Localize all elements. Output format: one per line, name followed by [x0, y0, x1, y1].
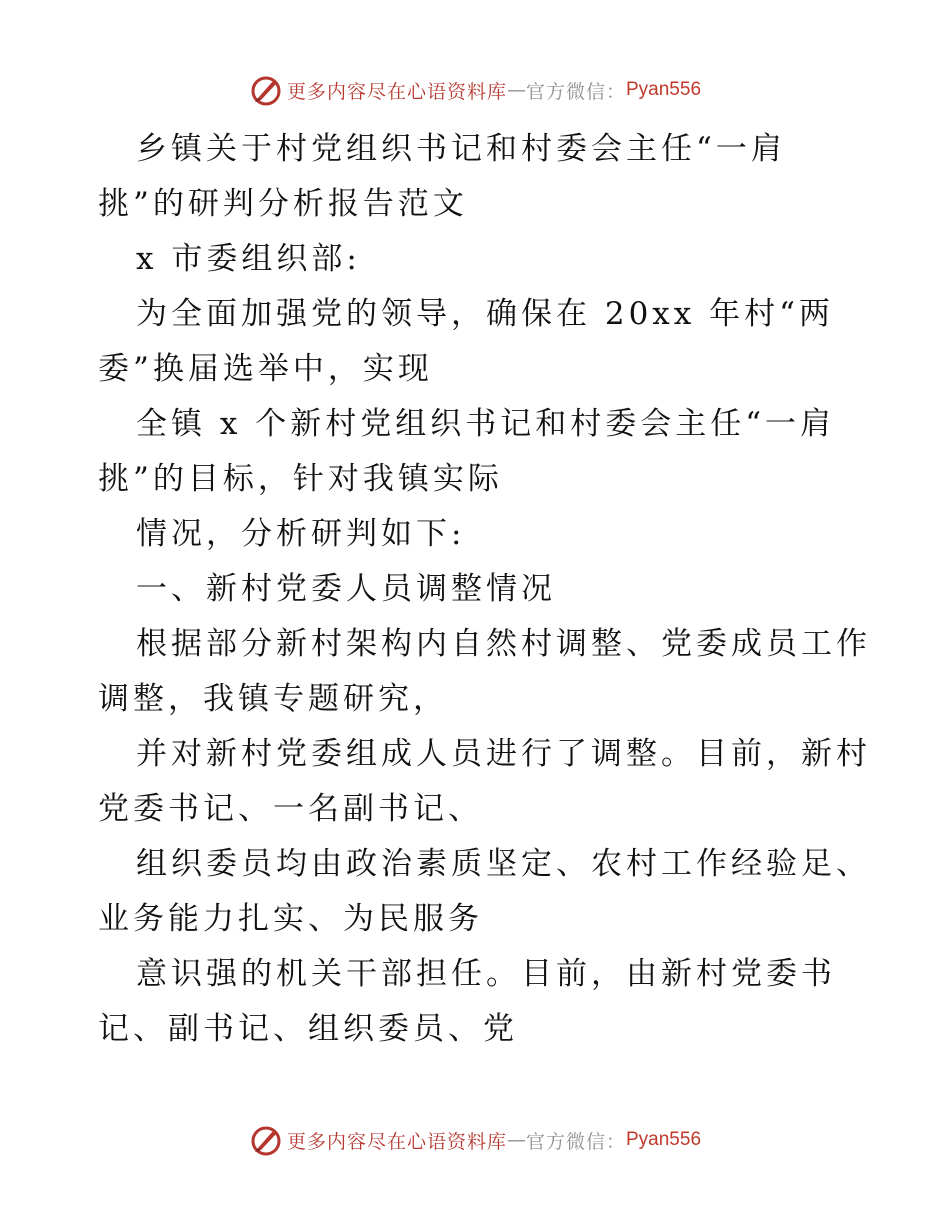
watermark-official-label: 官方微信：	[525, 1130, 626, 1153]
document-body	[98, 122, 871, 1057]
text-line: x 市委组织部:	[136, 241, 361, 277]
text-line: 一、新村党委人员调整情况	[136, 571, 556, 607]
text-line: 并对新村党委组成人员进行了调整。目前，新村	[136, 736, 871, 772]
text-line: 根据部分新村架构内自然村调整、党委成员工作	[136, 626, 871, 662]
text-line: 组织委员均由政治素质坚定、农村工作经验足、	[136, 846, 871, 882]
text-line: 业务能力扎实、为民服务	[98, 901, 483, 937]
text-line: 情况，分析研判如下:	[136, 516, 466, 552]
text-line: 调整，我镇专题研究，	[98, 681, 448, 717]
footer-watermark	[0, 1120, 950, 1160]
watermark-tagline: 更多内容尽在心语资料库	[286, 80, 507, 103]
text-line: 挑”的研判分析报告范文	[98, 186, 468, 222]
text-line: 意识强的机关干部担任。目前，由新村党委书	[136, 956, 836, 992]
text-line: 党委书记、一名副书记、	[98, 791, 483, 827]
text-line: 为全面加强党的领导，确保在 20xx 年村“两	[136, 296, 834, 332]
text-line: 全镇 x 个新村党组织书记和村委会主任“一肩	[136, 406, 836, 442]
watermark-official-label: 官方微信：	[525, 80, 626, 103]
watermark-dash: —	[506, 1129, 526, 1151]
watermark-dash: —	[506, 79, 526, 101]
text-line: 委”换届选举中，实现	[98, 351, 433, 387]
pen-circle-logo-icon	[249, 1123, 283, 1157]
header-watermark	[0, 70, 950, 110]
text-line: 挑”的目标，针对我镇实际	[98, 461, 503, 497]
pen-circle-logo-icon	[249, 73, 283, 107]
text-line: 乡镇关于村党组织书记和村委会主任“一肩	[136, 131, 786, 167]
watermark-wechat-id: Pyan556	[626, 1129, 702, 1150]
watermark-wechat-id: Pyan556	[626, 79, 702, 100]
text-line: 记、副书记、组织委员、党	[98, 1011, 518, 1047]
watermark-tagline: 更多内容尽在心语资料库	[286, 1130, 507, 1153]
